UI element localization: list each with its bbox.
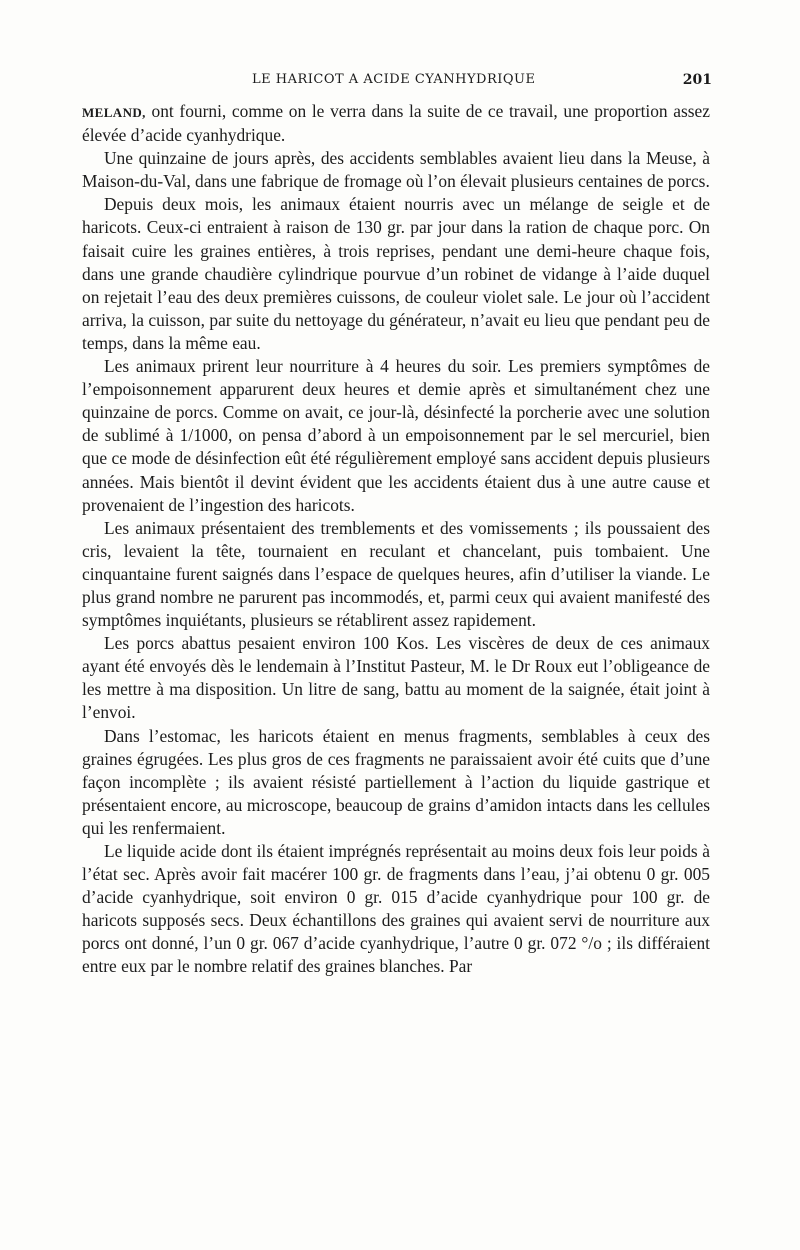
paragraph-lead-word: MELAND, xyxy=(82,105,146,120)
paragraph-text: Depuis deux mois, les animaux étaient nourris avec un mélange de seigle et de haricots. Ceux-ci entraient à raison de 130 gr. par jour dans la ration de chaque porc. On faisait cuire les graines entières, à trois reprises, pendant une demi-heure chaque fois, dans une grande chaudière cylindrique pourvue d’un robinet de vidange à l’aide duquel on rejetait l’eau des deux premières cuissons, de couleur violet sale. Le jour où l’accident arriva, la cuisson, par suite du nettoyage du générateur, n’avait eu lieu que pendant peu de temps, dans la même eau. xyxy=(82,194,710,353)
paragraph xyxy=(82,632,710,724)
paragraph-text: Les animaux prirent leur nourriture à 4 heures du soir. Les premiers symptômes de l’empoisonnement apparurent deux heures et demie après et simultanément chez une quinzaine de porcs. Comme on avait, ce jour-là, désinfecté la porcherie avec une solution de sublimé à 1/1000, on pensa d’abord à un empoisonnement par le sel mercuriel, bien que ce mode de désinfection eût été régulièrement employé sans accident depuis plusieurs années. Mais bientôt il devint évident que les accidents étaient dus à une autre cause et provenaient de l’ingestion des haricots. xyxy=(82,356,710,515)
paragraph xyxy=(82,725,710,840)
paragraph-text: Les porcs abattus pesaient environ 100 Kos. Les viscères de deux de ces animaux ayant été envoyés dès le lendemain à l’Institut Pasteur, M. le Dr Roux eut l’obligeance de les mettre à ma disposition. Un litre de sang, battu au moment de la saignée, était joint à l’envoi. xyxy=(82,633,710,723)
paragraph xyxy=(82,840,710,979)
paragraph-text: Dans l’estomac, les haricots étaient en menus fragments, semblables à ceux des graines égrugées. Les plus gros de ces fragments ne paraissaient avoir été cuits que d’une façon incomplète ; ils avaient résisté partiellement à l’action du liquide gastrique et présentaient encore, au microscope, beaucoup de grains d’amidon intacts dans les cellules qui les renfermaient. xyxy=(82,725,710,838)
paragraph-text: Une quinzaine de jours après, des accidents semblables avaient lieu dans la Meuse, à Maison-du-Val, dans une fabrique de fromage où l’on élevait plusieurs centaines de porcs. xyxy=(82,148,710,192)
paragraph xyxy=(82,100,710,147)
paragraph xyxy=(82,193,710,355)
body-text xyxy=(82,100,710,979)
paragraph xyxy=(82,355,710,517)
paragraph-text: Le liquide acide dont ils étaient imprégnés représentait au moins deux fois leur poids à l’état sec. Après avoir fait macérer 100 gr. de fragments dans l’eau, j’ai obtenu 0 gr. 005 d’acide cyanhydrique, soit environ 0 gr. 015 d’acide cyanhydrique pour 100 gr. de haricots supposés secs. Deux échantillons des graines qui avaient servi de nourriture aux porcs ont donné, l’un 0 gr. 067 d’acide cyanhydrique, l’autre 0 gr. 072 °/o ; ils différaient entre eux par le nombre relatif des graines blanches. Par xyxy=(82,841,710,977)
paragraph-text: ont fourni, comme on le verra dans la suite de ce travail, une proportion assez élevée d’acide cyanhydrique. xyxy=(82,101,710,146)
page-header xyxy=(82,72,712,92)
page-number: 201 xyxy=(682,72,712,88)
paragraph-text: Les animaux présentaient des tremblements et des vomissements ; ils poussaient des cris, levaient la tête, tournaient en reculant et chancelant, puis tombaient. Une cinquantaine furent saignés dans l’espace de quelques heures, afin d’utiliser la viande. Le plus grand nombre ne parurent pas incommodés, et, parmi ceux qui avaient manifesté des symptômes inquiétants, plusieurs se rétablirent assez rapidement. xyxy=(82,517,710,631)
paragraph xyxy=(82,147,710,193)
paragraph xyxy=(82,517,710,632)
running-title: LE HARICOT A ACIDE CYANHYDRIQUE xyxy=(252,72,536,87)
